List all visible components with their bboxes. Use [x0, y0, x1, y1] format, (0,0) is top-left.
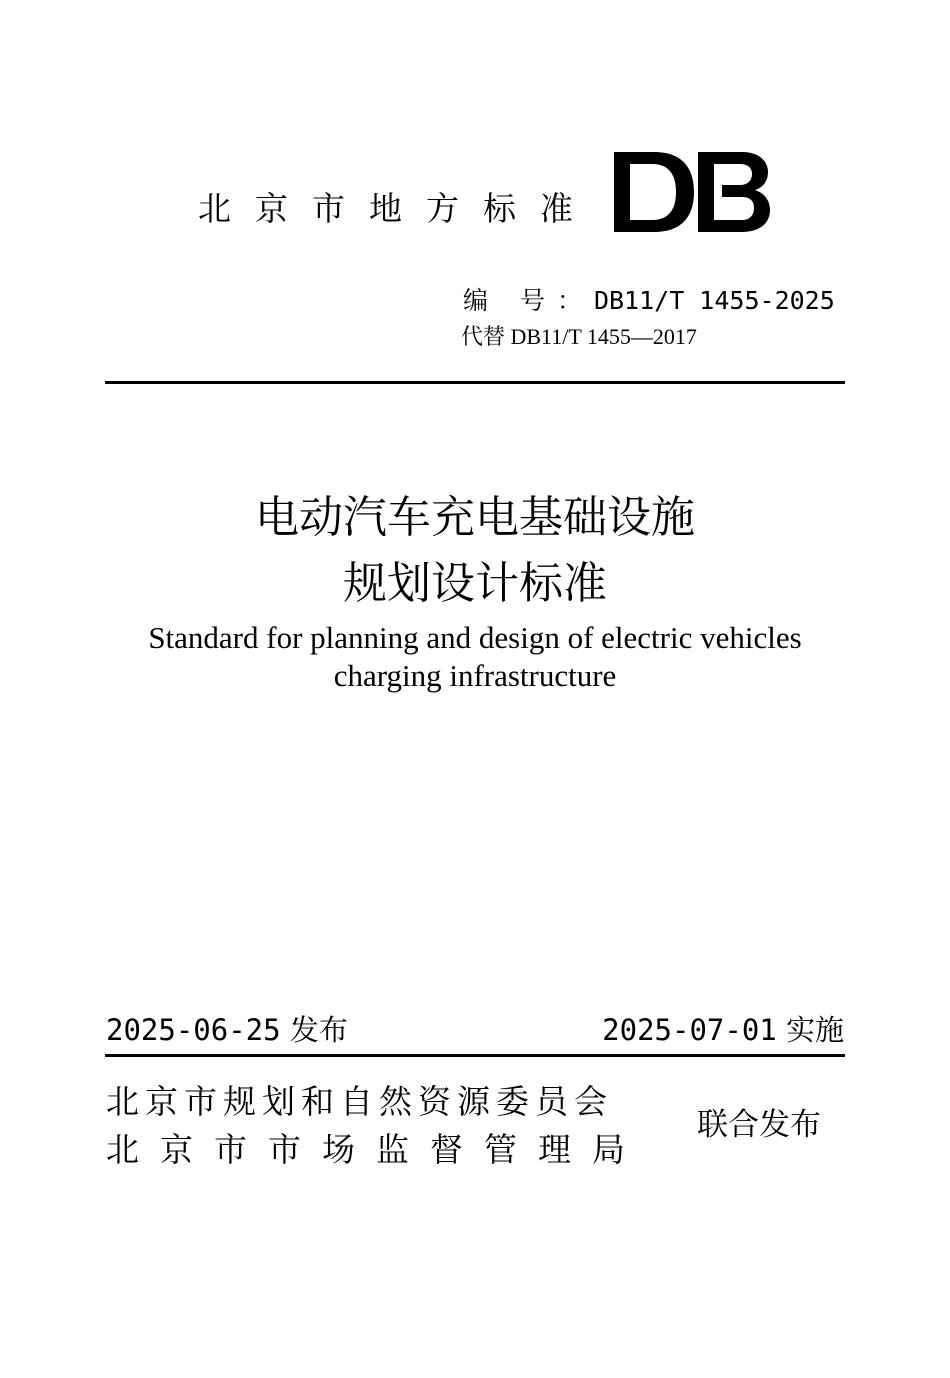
implement-date-block	[602, 1013, 844, 1047]
issuer-1: 北京市规划和自然资源委员会	[106, 1082, 613, 1121]
db-logo	[612, 150, 772, 234]
standard-type: 北京市地方标准	[198, 189, 597, 228]
joint-issue-label: 联合发布	[697, 1107, 821, 1143]
title-cn-line1: 电动汽车充电基础设施	[255, 492, 695, 543]
top-divider	[105, 381, 845, 384]
logo-d-shape	[614, 152, 694, 232]
replaces-standard: 代替 DB11/T 1455—2017	[461, 324, 697, 349]
title-en-line1: Standard for planning and design of electric vehicles	[148, 620, 802, 655]
logo-b-bevel	[714, 164, 722, 220]
title-cn-line2: 规划设计标准	[343, 558, 607, 609]
issue-date: 2025-06-25	[106, 1013, 281, 1047]
logo-d-bevel	[630, 164, 638, 220]
standard-number-value: DB11/T 1455-2025	[593, 286, 835, 315]
issue-date-block	[106, 1013, 348, 1047]
implement-label: 实施	[785, 1013, 844, 1047]
standard-number-label: 编 号：	[463, 286, 594, 315]
issuer-2: 北京市市场监督管理局	[106, 1130, 646, 1169]
title-en-line2: charging infrastructure	[333, 658, 617, 693]
issue-label: 发布	[289, 1013, 348, 1047]
standard-number	[463, 288, 835, 313]
implement-date: 2025-07-01	[602, 1013, 777, 1047]
bottom-divider	[105, 1054, 845, 1057]
logo-b-shape	[698, 152, 770, 232]
